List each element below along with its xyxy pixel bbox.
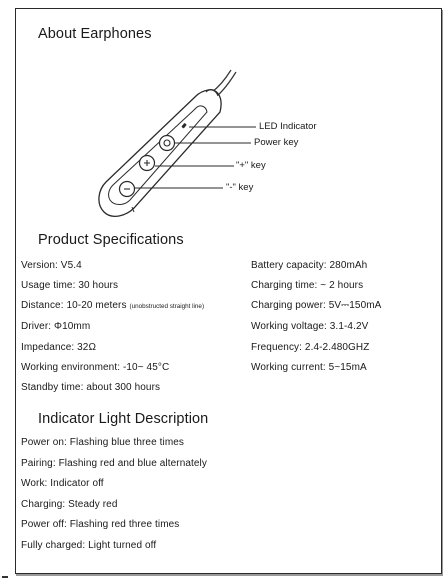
- indicator-charging: Charging: Steady red: [21, 499, 118, 510]
- plus-key-button: [140, 156, 155, 171]
- about-earphones-title: About Earphones: [38, 26, 152, 42]
- spec-charging-power: Charging power: 5V⎓150mA: [251, 300, 382, 311]
- product-specifications-title: Product Specifications: [38, 232, 184, 248]
- spec-standby-time: Standby time: about 300 hours: [21, 382, 161, 393]
- power-key-button: [160, 136, 175, 151]
- spec-distance-value: Distance: 10-20 meters: [21, 300, 127, 311]
- indicator-fully-charged: Fully charged: Light turned off: [21, 540, 157, 551]
- remote-body: [99, 90, 221, 217]
- spec-charging-time: Charging time: ~ 2 hours: [251, 280, 364, 291]
- indicator-pairing: Pairing: Flashing red and blue alternately: [21, 458, 207, 469]
- spec-frequency: Frequency: 2.4-2.480GHZ: [251, 342, 370, 353]
- plus-key-label: "+" key: [236, 160, 266, 171]
- spec-usage-time: Usage time: 30 hours: [21, 280, 119, 291]
- minus-key-button: [120, 182, 135, 197]
- indicator-work: Work: Indicator off: [21, 478, 104, 489]
- spec-working-voltage: Working voltage: 3.1-4.2V: [251, 321, 369, 332]
- spec-working-current: Working current: 5~15mA: [251, 362, 367, 373]
- led-indicator-label: LED Indicator: [259, 121, 317, 132]
- minus-key-label: "-" key: [226, 182, 254, 193]
- spec-working-environment: Working environment: -10~ 45°C: [21, 362, 170, 373]
- spec-driver: Driver: Φ10mm: [21, 321, 91, 332]
- indicator-light-title: Indicator Light Description: [38, 411, 209, 427]
- indicator-power-on: Power on: Flashing blue three times: [21, 437, 185, 448]
- spec-distance: [21, 300, 204, 311]
- indicator-power-off: Power off: Flashing red three times: [21, 519, 180, 530]
- spec-version: Version: V5.4: [21, 260, 82, 271]
- spec-distance-note: (unobstructed straight line): [129, 303, 205, 310]
- spec-impedance: Impedance: 32Ω: [21, 342, 97, 353]
- spec-battery-capacity: Battery capacity: 280mAh: [251, 260, 368, 271]
- power-key-label: Power key: [254, 137, 299, 148]
